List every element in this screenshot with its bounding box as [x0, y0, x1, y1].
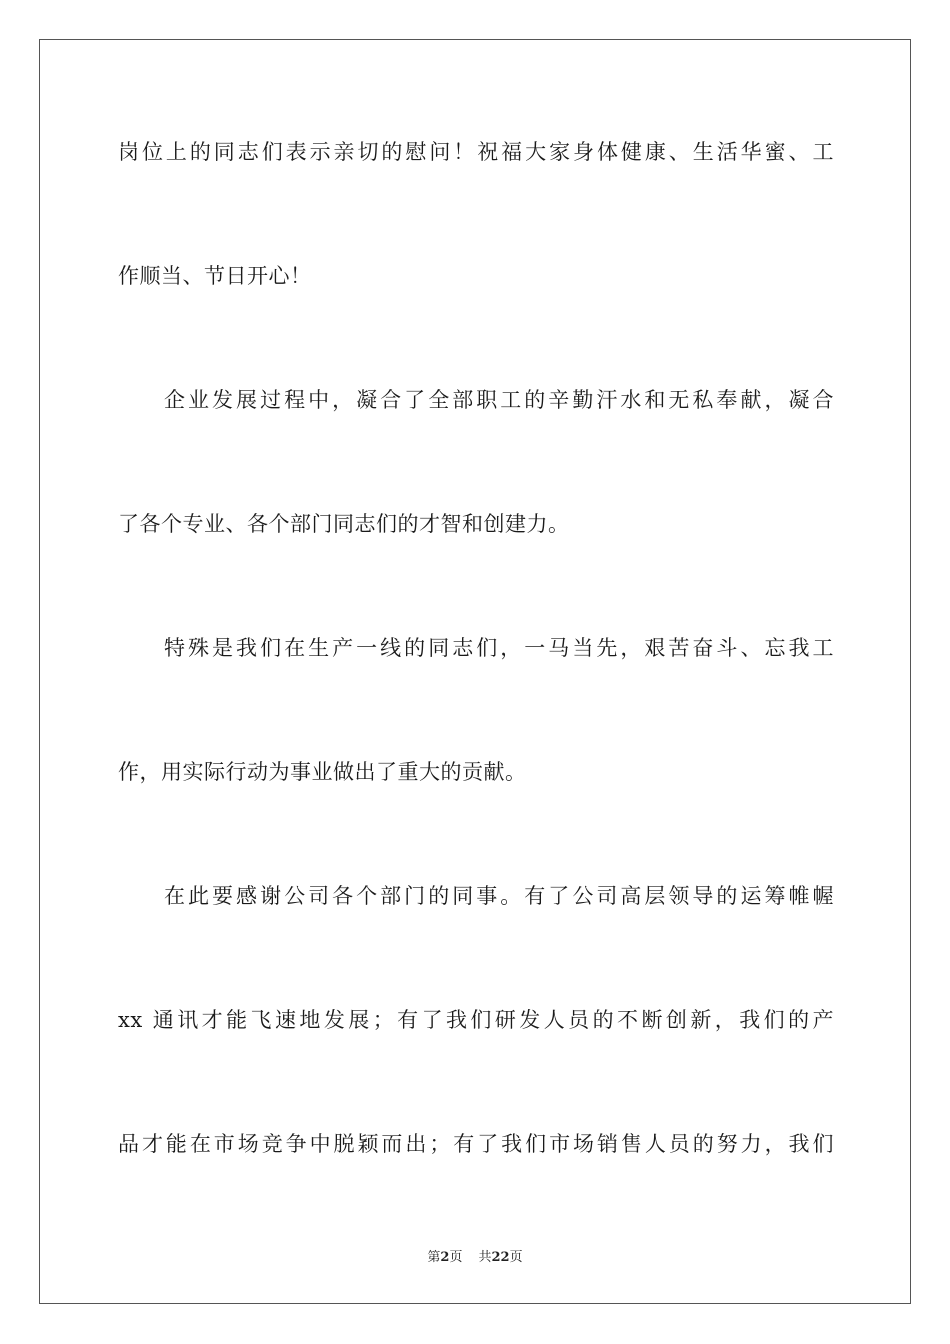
page-frame — [39, 39, 911, 1304]
text-line-9: 品才能在市场竞争中脱颖而出；有了我们市场销售人员的努力，我们 — [118, 1132, 834, 1156]
text-line-6: 作，用实际行动为事业做出了重大的贡献。 — [118, 760, 527, 784]
text-line-2: 作顺当、节日开心！ — [118, 264, 312, 288]
text-line-3: 企业发展过程中，凝合了全部职工的辛勤汗水和无私奉献，凝合 — [164, 388, 834, 412]
text-line-4: 了各个专业、各个部门同志们的才智和创建力。 — [118, 512, 570, 536]
footer-page-current: 2 — [440, 1250, 450, 1265]
text-line-1: 岗位上的同志们表示亲切的慰问！祝福大家身体健康、生活华蜜、工 — [118, 140, 834, 164]
text-line-5: 特殊是我们在生产一线的同志们，一马当先，艰苦奋斗、忘我工 — [164, 636, 834, 660]
footer-page-prefix: 第 — [427, 1250, 441, 1265]
footer-page-unit: 页 — [449, 1250, 463, 1265]
text-line-8: xx 通讯才能飞速地发展；有了我们研发人员的不断创新，我们的产 — [118, 1008, 834, 1032]
page-footer — [0, 1246, 950, 1265]
footer-total-unit: 页 — [509, 1250, 523, 1265]
footer-total-prefix: 共 — [478, 1250, 492, 1265]
footer-page-total: 22 — [491, 1250, 510, 1265]
text-line-7: 在此要感谢公司各个部门的同事。有了公司高层领导的运筹帷幄 — [164, 884, 834, 908]
